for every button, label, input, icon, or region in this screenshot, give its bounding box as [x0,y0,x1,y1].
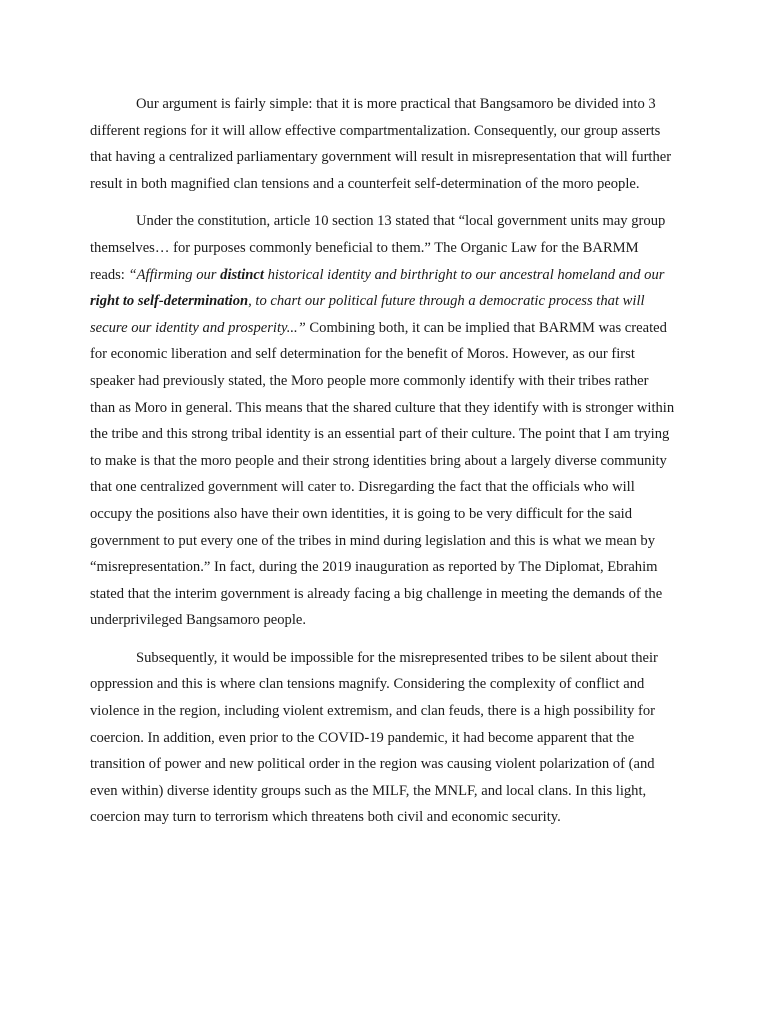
paragraph-2-intro: Under the constitution, article 10 section 13 stated that “local government units may group themselves… for purposes commonly beneficial to them.” The Organic Law for the BARMM reads: [90,213,666,283]
quote-part-1: “Affirming our [128,266,221,283]
quote-part-2: historical identity and birthright to our ancestral homeland and our [263,266,665,283]
paragraph-3: Subsequently, it would be impossible for the misrepresented tribes to be silent about their oppression and this is where clan tensions magnify. Considering the complexity of conflict and violence in the region, including violent extremism, and clan feuds, there is a high possibility for coercion. In addition, even prior to the COVID-19 pandemic, it had become apparent that the transition of power and new political order in the region was causing violent polarization of (and even within) diverse identity groups such as the MILF, the MNLF, and local clans. In this light, coercion may turn to terrorism which threatens both civil and economic security. [90,649,658,826]
paragraph-2-remainder: Combining both, it can be implied that BARMM was created for economic liberation and self determination for the benefit of Moros. However, as our first speaker had previously stated, the Moro people more commonly identify with their tribes rather than as Moro in general. This means that the shared culture that they identify with is stronger within the tribe and this strong tribal identity is an essential part of their culture. The point that I am trying to make is that the moro people and their strong identities bring about a largely diverse community that one centralized government will cater to. Disregarding the fact that the officials who will occupy the positions also have their own identities, it is going to be very difficult for the said government to put every one of the tribes in mind during legislation and this is what we mean by “misrepresentation.” In fact, during the 2019 inauguration as reported by The Diplomat, Ebrahim stated that the interim government is already facing a big challenge in meeting the demands of the underprivileged Bangsamoro people. [90,319,675,629]
paragraph-1: Our argument is fairly simple: that it is more practical that Bangsamoro be divided into 3 different regions for it will allow effective compartmentalization. Consequently, our group asserts that having a centralized parliamentary government will result in misrepresentation that will further result in both magnified clan tensions and a counterfeit self-determination of the moro people. [90,96,672,192]
quote-bold-distinct: distinct [220,266,264,283]
quote-part-3: , to chart our political future through a democratic process that will secure our identity and prosperity...” [90,293,645,336]
document-body [90,91,676,842]
paragraph-2 [90,208,676,634]
quote-bold-self-determination: right to self-determination [90,293,249,310]
